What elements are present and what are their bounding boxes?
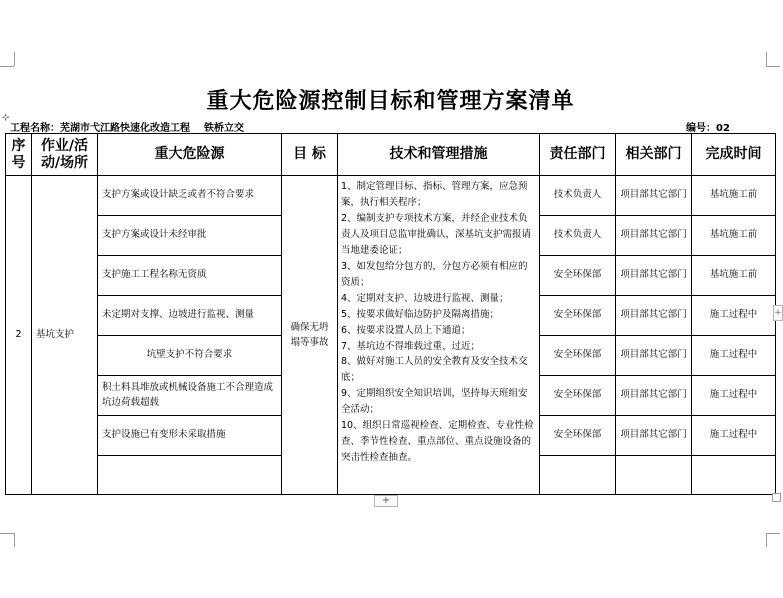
resp-dept-cell: 安全环保部 <box>540 376 616 416</box>
header-measures: 技术和管理措施 <box>338 134 540 176</box>
document-number: 编号：02 <box>686 123 730 134</box>
activity-cell: 基坑支护 <box>32 176 98 495</box>
document-title: 重大危险源控制目标和管理方案清单 <box>206 88 575 114</box>
page-corner-mark <box>0 66 14 81</box>
related-dept-cell-empty <box>616 456 692 495</box>
hazard-control-table <box>5 133 776 495</box>
add-column-handle[interactable]: + <box>773 305 783 321</box>
seq-cell: 2 <box>6 176 32 495</box>
table-row <box>6 176 776 216</box>
measure-item: 9、定期组织安全知识培训，坚持每天班组安全活动； <box>341 388 528 416</box>
table-header-row <box>6 134 776 176</box>
measure-item: 1、制定管理目标、指标、管理方案，应急预案，执行相关程序； <box>341 181 528 208</box>
hazard-cell: 未定期对支撑、边坡进行监视、测量 <box>98 296 282 336</box>
project-name: 工程名称：芜湖市弋江路快速化改造工程 <box>10 123 190 134</box>
resp-dept-cell: 安全环保部 <box>540 296 616 336</box>
related-dept-cell: 项目部其它部门 <box>616 376 692 416</box>
hazard-cell: 支护方案或设计缺乏或者不符合要求 <box>98 176 282 216</box>
header-resp-dept: 责任部门 <box>540 134 616 176</box>
related-dept-cell: 项目部其它部门 <box>616 216 692 256</box>
page-corner-mark <box>766 66 780 81</box>
completion-cell: 施工过程中 <box>692 296 776 336</box>
project-info <box>10 119 244 134</box>
related-dept-cell: 项目部其它部门 <box>616 336 692 376</box>
completion-cell: 施工过程中 <box>692 336 776 376</box>
measure-item: 4、定期对支护、边坡进行监视、测量； <box>341 292 509 304</box>
measures-cell <box>338 176 540 495</box>
measure-item: 6、按要求设置人员上下通道； <box>341 324 471 336</box>
hazard-cell: 支护施工工程名称无资质 <box>98 256 282 296</box>
page-corner-mark <box>14 533 16 547</box>
page-corner-mark <box>766 52 768 66</box>
measure-item: 10、组织日常巡视检查、定期检查、专业性检查、季节性检查、重点部位、重点设施设备的突击性检查抽查。 <box>341 420 534 464</box>
related-dept-cell: 项目部其它部门 <box>616 176 692 216</box>
hazard-cell: 支护方案或设计未经审批 <box>98 216 282 256</box>
resp-dept-cell: 技术负责人 <box>540 216 616 256</box>
resp-dept-cell-empty <box>540 456 616 495</box>
resp-dept-cell: 技术负责人 <box>540 176 616 216</box>
resp-dept-cell: 安全环保部 <box>540 256 616 296</box>
header-target: 目 标 <box>282 134 338 176</box>
related-dept-cell: 项目部其它部门 <box>616 296 692 336</box>
table-anchor-icon[interactable]: ⊹ <box>2 113 10 123</box>
related-dept-cell: 项目部其它部门 <box>616 256 692 296</box>
completion-cell: 基坑施工前 <box>692 256 776 296</box>
header-activity: 作业/活动/场所 <box>32 134 98 176</box>
page-corner-mark <box>0 533 14 548</box>
related-dept-cell: 项目部其它部门 <box>616 416 692 456</box>
completion-cell: 基坑施工前 <box>692 176 776 216</box>
hazard-cell: 坑壁支护不符合要求 <box>98 336 282 376</box>
completion-cell: 施工过程中 <box>692 416 776 456</box>
hazard-cell: 支护设施已有变形未采取措施 <box>98 416 282 456</box>
table-resize-handle[interactable] <box>772 493 781 502</box>
measure-item: 5、按要求做好临边防护及隔离措施； <box>341 308 500 320</box>
measure-item: 7、基坑边不得堆载过重、过近； <box>341 340 481 352</box>
resp-dept-cell: 安全环保部 <box>540 416 616 456</box>
measure-item: 2、编制支护专项技术方案，并经企业技术负责人及项目总监审批确认，深基坑支护需报请当地建委论证； <box>341 212 532 256</box>
hazard-cell-empty <box>98 456 282 495</box>
resp-dept-cell: 安全环保部 <box>540 336 616 376</box>
header-seq: 序号 <box>6 134 32 176</box>
page-corner-mark <box>766 533 768 547</box>
project-section: 铁桥立交 <box>204 123 244 134</box>
target-cell: 确保无坍塌等事故 <box>282 176 338 495</box>
header-related-dept: 相关部门 <box>616 134 692 176</box>
completion-cell: 施工过程中 <box>692 376 776 416</box>
measure-item: 3、如发包给分包方的，分包方必须有相应的资质； <box>341 260 528 288</box>
page-corner-mark <box>14 52 16 66</box>
completion-cell-empty <box>692 456 776 495</box>
header-hazard: 重大危险源 <box>98 134 282 176</box>
measure-item: 8、做好对施工人员的安全教育及安全技术交底； <box>341 356 528 384</box>
add-row-handle[interactable]: + <box>374 495 398 507</box>
hazard-cell: 积土料具堆放或机械设备施工不合理造成坑边荷载超载 <box>98 376 282 416</box>
header-completion: 完成时间 <box>692 134 776 176</box>
completion-cell: 基坑施工前 <box>692 216 776 256</box>
page-corner-mark <box>766 533 780 548</box>
